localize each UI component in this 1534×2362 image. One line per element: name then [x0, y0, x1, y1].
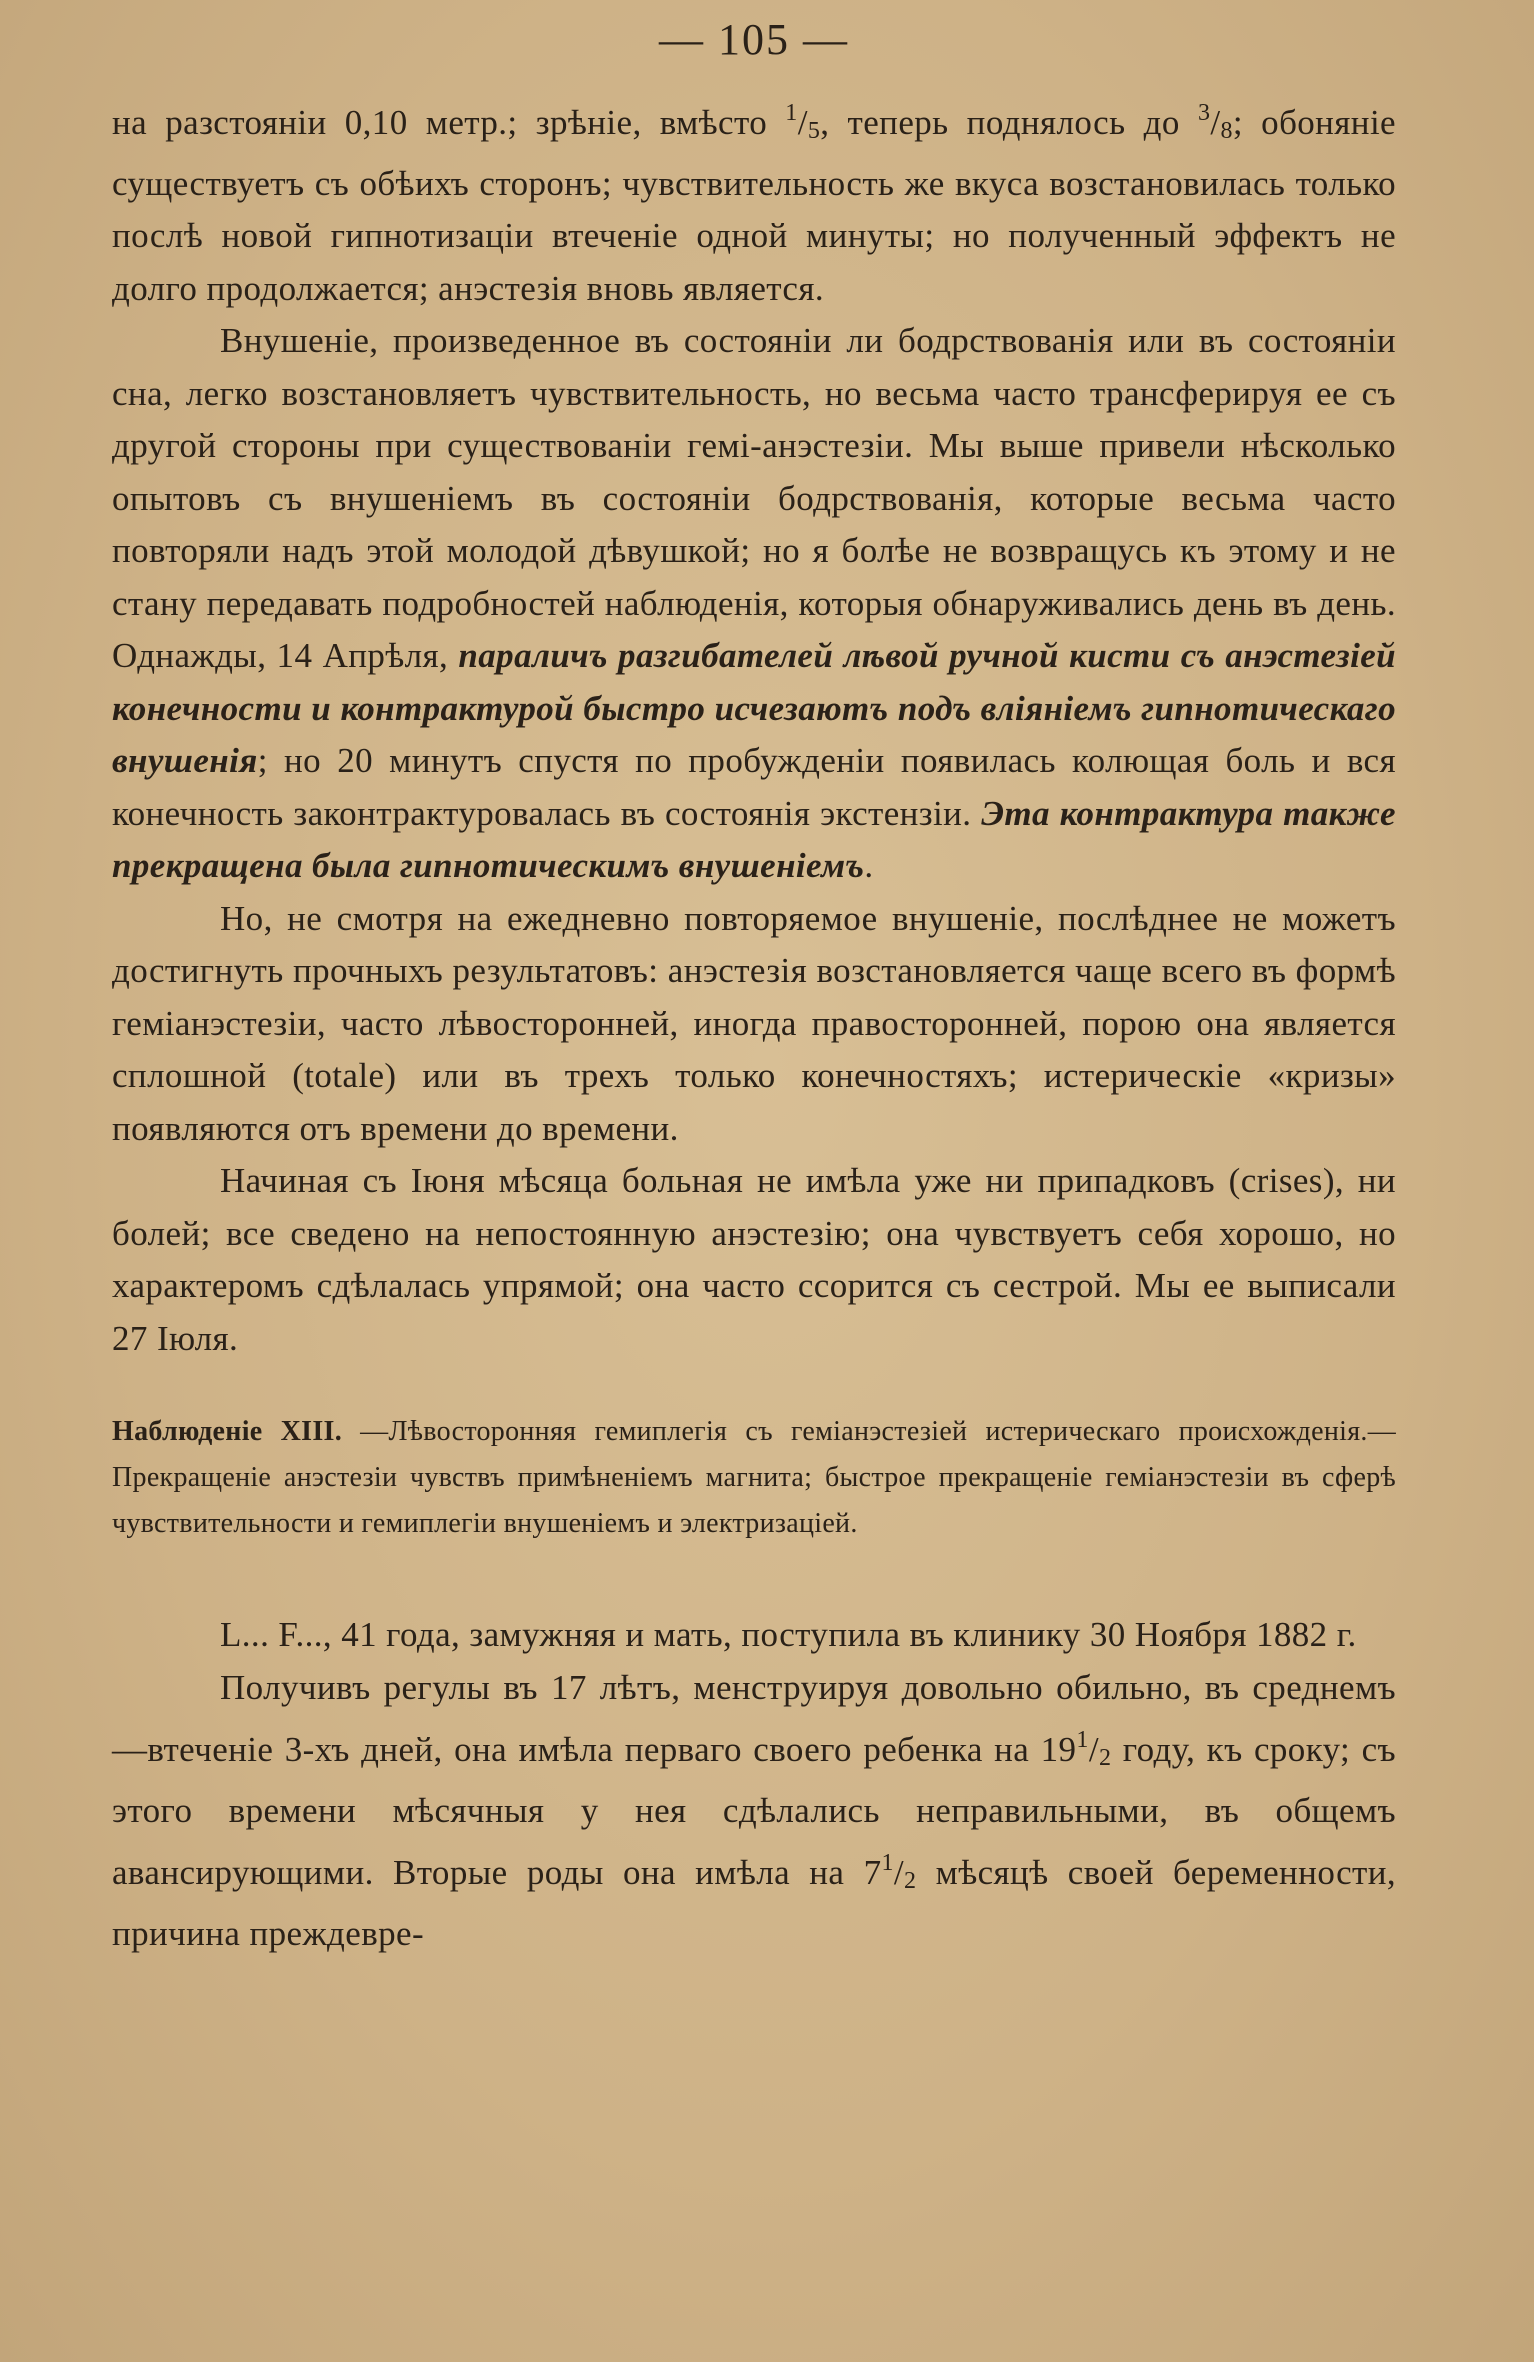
paragraph-text: на разстояніи 0,10 метр.; зрѣніе, вмѣсто — [112, 103, 786, 142]
paragraph-text: Внушеніе, произведенное въ состояніи ли бодрствованія или въ состояніи сна, легко возстановляетъ чувствительность, но весьма часто трансферируя ее съ другой стороны при существованіи гемі-анэстезіи. Мы выше привели нѣсколько опытовъ съ внушеніемъ въ состояніи бодрствованія, которые весьма часто повторяли надъ этой молодой дѣвушкой; но я болѣе не возвращусь къ этому и не стану передавать подробностей наблюденія, которыя обнаруживались день въ день. Однажды, 14 Апрѣля, — [112, 321, 1396, 675]
paragraph-p4 — [112, 1155, 1396, 1365]
paragraph-text: мѣсяцѣ своей беременности, причина преждевре- — [112, 1853, 1396, 1953]
paragraph-text: 1 — [881, 1850, 894, 1876]
paragraph-text: / — [893, 1853, 905, 1892]
paragraph-text: L... F..., 41 года, замужняя и мать, поступила въ клинику 30 Ноября 1882 г. — [220, 1615, 1357, 1654]
paragraph-text: ; но 20 минутъ спустя по пробужденіи появилась колющая боль и вся конечность законтрактуровалась въ состоянія экстензіи. — [112, 741, 1396, 833]
paragraph-text: ; обоняніе существуетъ съ обѣихъ сторонъ; чувствительность же вкуса возстановилась только послѣ новой гипнотизаціи втеченіе одной минуты; но полученный эффектъ не долго продолжается; анэстезія вновь является. — [112, 103, 1396, 308]
paragraph-text: / — [1210, 103, 1221, 142]
paragraph-text: 2 — [1098, 1745, 1112, 1771]
emphasis-text: Эта контрактура также прекращена была гипнотическимъ внушеніемъ — [112, 793, 1396, 885]
paragraph-text: 1 — [1076, 1727, 1089, 1753]
paragraph-text: 8 — [1220, 118, 1233, 144]
paragraph-text: / — [1088, 1730, 1099, 1769]
paragraph-p2 — [112, 315, 1396, 893]
paragraph-text: году, къ сроку; съ этого времени мѣсячныя у нея сдѣлались неправильными, въ общемъ авансирующими. Вторые роды она имѣла на 7 — [112, 1730, 1396, 1892]
paragraph-text: 5 — [807, 118, 821, 144]
paragraph-text: , теперь поднялось до — [820, 103, 1198, 142]
paragraph-p5 — [112, 1609, 1396, 1662]
observation-heading-block — [112, 1409, 1396, 1547]
paragraph-text: / — [797, 103, 808, 142]
paragraph-text: 3 — [1197, 100, 1211, 126]
observation-summary: —Лѣвосторонняя гемиплегія съ геміанэстезіей истерическаго происхожденія.—Прекращеніе анэстезіи чувствъ примѣненіемъ магнита; быстрое прекращеніе геміанэстезіи въ сферѣ чувствительности и гемиплегіи внушеніемъ и электризаціей. — [112, 1416, 1396, 1539]
paragraph-p6 — [112, 1662, 1396, 1961]
paragraph-text: 2 — [904, 1868, 917, 1894]
page-number: — 105 — — [659, 15, 849, 64]
emphasis-text: параличъ разгибателей лѣвой ручной кисти съ анэстезіей конечности и контрактурой быстро исчезаютъ подъ вліяніемъ гипнотическаго внушенія — [112, 636, 1396, 780]
observation-title: Наблюденіе XIII. — [112, 1416, 343, 1447]
paragraph-text: Получивъ регулы въ 17 лѣтъ, менструируя довольно обильно, въ среднемъ—втеченіе 3-хъ дней, она имѣла перваго своего ребенка на 19 — [112, 1667, 1396, 1769]
text-block-case — [112, 1609, 1396, 1960]
text-block-main — [112, 87, 1396, 1365]
paragraph-text: . — [864, 846, 874, 885]
paragraph-text: Начиная съ Іюня мѣсяца больная не имѣла уже ни припадковъ (crises), ни болей; все сведено на непостоянную анэстезію; она чувствуетъ себя хорошо, но характеромъ сдѣлалась упрямой; она часто ссорится съ сестрой. Мы ее выписали 27 Іюля. — [112, 1161, 1396, 1358]
paragraph-p1 — [112, 87, 1396, 315]
paragraph-text: Но, не смотря на ежедневно повторяемое внушеніе, послѣднее не можетъ достигнуть прочныхъ результатовъ: анэстезія возстановляется чаще всего въ формѣ геміанэстезіи, часто лѣвосторонней, иногда правосторонней, порою она является сплошной (totale) или въ трехъ только конечностяхъ; истерическіе «кризы» появляются отъ времени до времени. — [112, 898, 1396, 1148]
paragraph-p3 — [112, 893, 1396, 1156]
paragraph-text: 1 — [785, 100, 798, 126]
